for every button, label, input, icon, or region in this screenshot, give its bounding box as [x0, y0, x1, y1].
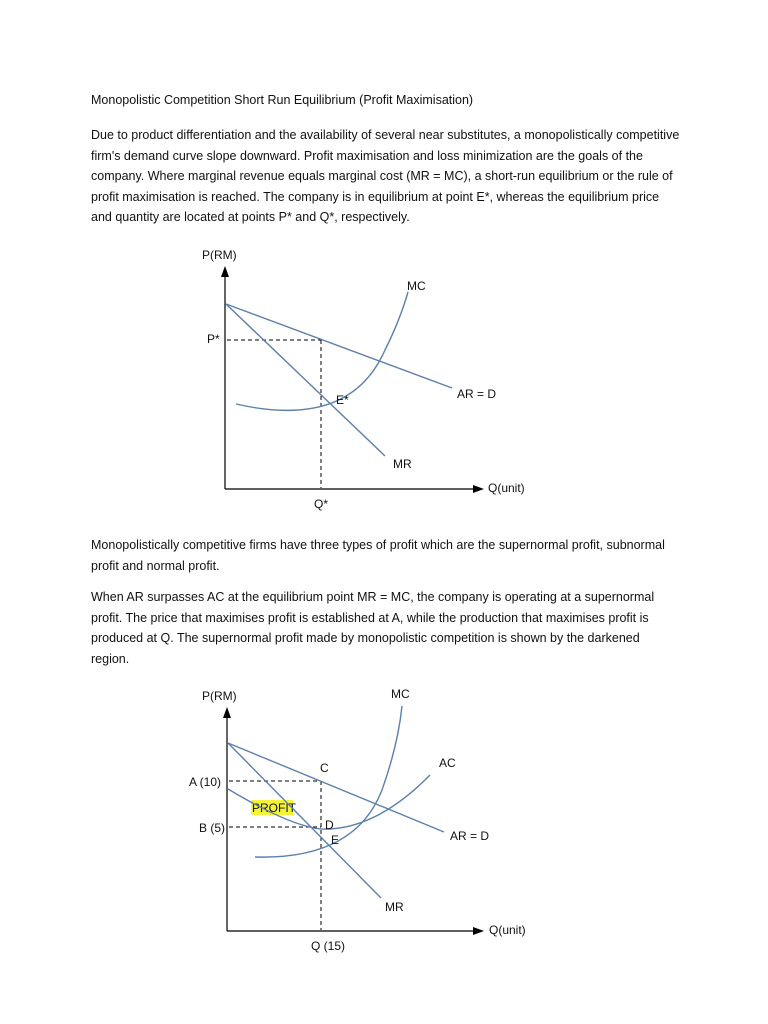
profit-label: PROFIT [252, 801, 296, 815]
figure2-y-axis-label: P(RM) [202, 689, 237, 703]
figure2-mc-label: MC [391, 687, 410, 701]
x-axis-arrow-icon [473, 927, 484, 935]
figure2-quantity-label: Q (15) [311, 939, 346, 953]
figure1-ar-label: AR = D [457, 387, 497, 401]
figure2-ar-label: AR = D [450, 829, 490, 843]
figure2-axes [227, 716, 475, 931]
paragraph-supernormal-profit: When AR surpasses AC at the equilibrium point MR = MC, the company is operating at a supernormal profit. The price that maximises profit is established at A, while the production that maximises profit is produced at Q. The supernormal profit made by monopolistic competition is shown by the darkened region. [91, 590, 655, 666]
paragraph-profit-types: Monopolistically competitive firms have three types of profit which are the supernormal profit, subnormal profit and normal profit. [91, 538, 665, 573]
section-heading: Monopolistic Competition Short Run Equilibrium (Profit Maximisation) [91, 93, 474, 107]
figure2-mr-label: MR [385, 900, 404, 914]
figure1-mr-label: MR [393, 457, 412, 471]
paragraph-equilibrium: Due to product differentiation and the availability of several near substitutes, a monopolistically competitive firm's demand curve slope downward. Profit maximisation and loss minimization are the goals of the company. Where marginal revenue equals marginal cost (MR = MC), a short-run equilibrium or the rule of profit maximisation is reached. The company is in equilibrium at point E*, whereas the equilibrium price and quantity are located at points P* and Q*, respectively. [91, 128, 680, 224]
point-c-label: C [320, 761, 329, 775]
figure2-price-b-label: B (5) [199, 821, 226, 835]
mc-curve [255, 706, 402, 857]
figure1-y-axis-label: P(RM) [202, 248, 237, 262]
figure2-price-a-label: A (10) [189, 775, 222, 789]
figure1-x-axis-label: Q(unit) [488, 481, 525, 495]
figure1-quantity-label: Q* [314, 497, 329, 511]
figure2-x-axis-label: Q(unit) [489, 923, 526, 937]
y-axis-arrow-icon [223, 707, 231, 718]
mr-curve [228, 743, 381, 898]
point-d-label: D [325, 818, 334, 832]
figure2-ac-label: AC [439, 756, 456, 770]
ar-demand-curve [228, 743, 444, 832]
point-e-label: E [331, 833, 340, 847]
figure1-mc-label: MC [407, 279, 426, 293]
figure1-price-label: P* [207, 332, 220, 346]
figure1-equilibrium-label: E* [336, 393, 349, 407]
